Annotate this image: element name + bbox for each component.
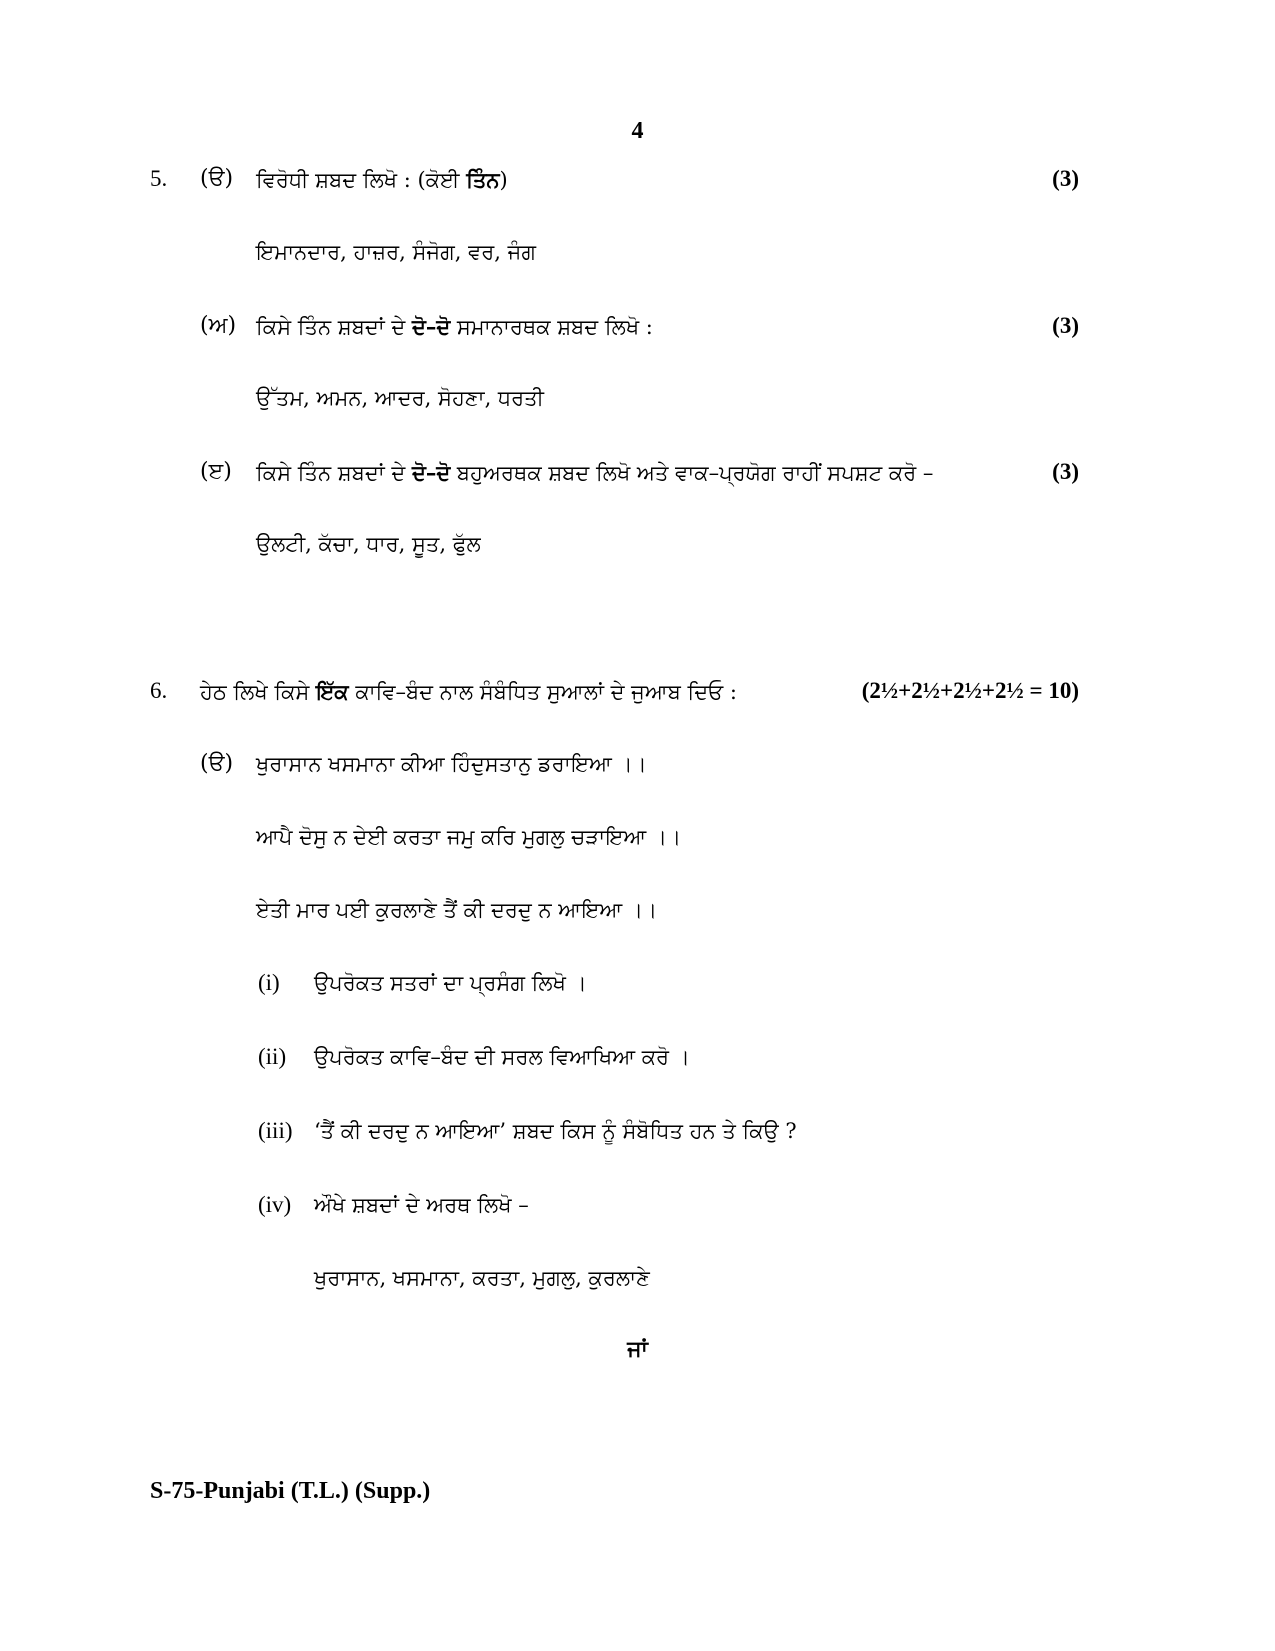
q5c-marks: (3) — [1052, 459, 1079, 484]
q5b-words: ਉੱਤਮ, ਅਮਨ, ਆਦਰ, ਸੋਹਣਾ, ਧਰਤੀ — [256, 386, 544, 410]
subquestion-text: ਔਖੇ ਸ਼ਬਦਾਂ ਦੇ ਅਰਥ ਲਿਖੋ – — [314, 1193, 529, 1217]
subquestion-number: (iii) — [258, 1118, 293, 1143]
subquestion-number: (i) — [258, 970, 280, 995]
q6-instruction-bold: ਇੱਕ — [316, 679, 349, 704]
q6-marks: (2½+2½+2½+2½ = 10) — [861, 678, 1079, 703]
verse-line: ਖੁਰਾਸਾਨ ਖਸਮਾਨਾ ਕੀਆ ਹਿੰਦੁਸਤਾਨੁ ਡਰਾਇਆ ।। — [256, 752, 647, 776]
q5c-words: ਉਲਟੀ, ਕੱਚਾ, ਧਾਰ, ਸੂਤ, ਫੁੱਲ — [256, 532, 481, 556]
paper-code-footer: S-75-Punjabi (T.L.) (Supp.) — [150, 1478, 431, 1504]
or-separator: ਜਾਂ — [627, 1336, 648, 1362]
q5b-label: (ਅ) — [200, 313, 237, 338]
q5a-instruction: ਵਿਰੋਧੀ ਸ਼ਬਦ ਲਿਖੋ : (ਕੋਈ ਤਿੰਨ) — [256, 167, 508, 192]
page-number: 4 — [631, 118, 644, 144]
verse-line: ਏਤੀ ਮਾਰ ਪਈ ਕੁਰਲਾਣੇ ਤੈਂ ਕੀ ਦਰਦੁ ਨ ਆਇਆ ।। — [256, 898, 658, 922]
subquestion-text: ‘ਤੈਂ ਕੀ ਦਰਦੁ ਨ ਆਇਆ’ ਸ਼ਬਦ ਕਿਸ ਨੂੰ ਸੰਬੋਧਿਤ ਹਨ ਤੇ ਕਿਉ ? — [314, 1119, 797, 1143]
subquestion-number: (iv) — [258, 1192, 292, 1217]
subquestion-text: ਉਪਰੋਕਤ ਕਾਵਿ–ਬੰਦ ਦੀ ਸਰਲ ਵਿਆਖਿਆ ਕਰੋ । — [314, 1045, 690, 1069]
q5a-label: (ੳ) — [200, 166, 234, 191]
q5a-words: ਇਮਾਨਦਾਰ, ਹਾਜ਼ਰ, ਸੰਜੋਗ, ਵਰ, ਜੰਗ — [256, 240, 536, 264]
q5a-instruction-bold: ਤਿੰਨ — [466, 167, 500, 192]
q6a-label: (ੳ) — [200, 751, 234, 776]
difficult-words: ਖੁਰਾਸਾਨ, ਖਸਮਾਨਾ, ਕਰਤਾ, ਮੁਗਲੁ, ਕੁਰਲਾਣੇ — [314, 1266, 650, 1290]
verse-line: ਆਪੈ ਦੋਸੁ ਨ ਦੇਈ ਕਰਤਾ ਜਮੁ ਕਰਿ ਮੁਗਲੁ ਚੜਾਇਆ ।। — [256, 825, 682, 849]
q5c-instruction-bold: ਦੋ–ਦੋ — [411, 460, 451, 485]
q5c-label: (ੲ) — [200, 459, 232, 484]
q5a-marks: (3) — [1052, 166, 1079, 191]
subquestion-number: (ii) — [258, 1044, 287, 1069]
question-6-number: 6. — [150, 678, 168, 703]
q5b-instruction-bold: ਦੋ–ਦੋ — [411, 314, 451, 339]
question-5-number: 5. — [150, 166, 168, 191]
q5c-instruction: ਕਿਸੇ ਤਿੰਨ ਸ਼ਬਦਾਂ ਦੇ ਦੋ–ਦੋ ਬਹੁਅਰਥਕ ਸ਼ਬਦ ਲਿਖੋ ਅਤੇ ਵਾਕ–ਪ੍ਰਯੋਗ ਰਾਹੀਂ ਸਪਸ਼ਟ ਕਰੋ – — [256, 460, 934, 485]
q5b-marks: (3) — [1052, 313, 1079, 338]
q6-instruction: ਹੇਠ ਲਿਖੇ ਕਿਸੇ ਇੱਕ ਕਾਵਿ–ਬੰਦ ਨਾਲ ਸੰਬੰਧਿਤ ਸੁਆਲਾਂ ਦੇ ਜੁਆਬ ਦਿਓ : — [200, 679, 737, 704]
subquestion-text: ਉਪਰੋਕਤ ਸਤਰਾਂ ਦਾ ਪ੍ਰਸੰਗ ਲਿਖੋ । — [314, 971, 587, 995]
q5b-instruction: ਕਿਸੇ ਤਿੰਨ ਸ਼ਬਦਾਂ ਦੇ ਦੋ–ਦੋ ਸਮਾਨਾਰਥਕ ਸ਼ਬਦ ਲਿਖੋ : — [256, 314, 653, 339]
